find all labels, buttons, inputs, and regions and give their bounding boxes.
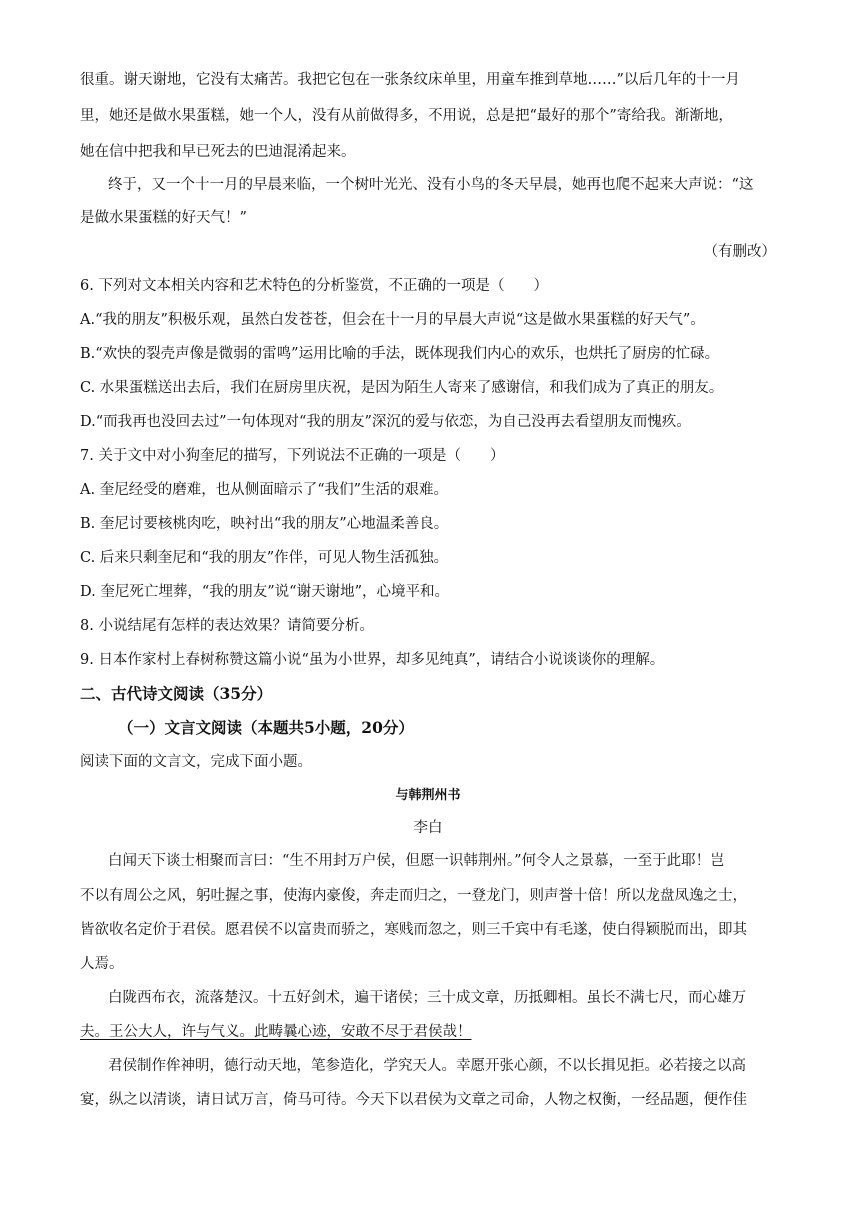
- classical-text-line: 君侯制作侔神明，德行动天地，笔参造化，学究天人。幸愿开张心颜，不以长揖见拒。必若接之以高: [108, 1058, 746, 1074]
- classical-text-line: 宴，纵之以清谈，请日试万言，倚马可待。今天下以君侯为文章之司命，人物之权衡，一经品题，便作佳: [80, 1092, 747, 1108]
- passage-line: 她在信中把我和早已死去的巴迪混淆起来。: [80, 144, 356, 160]
- question-7-option-d: D. 奎尼死亡埋葬，“我的朋友”说“谢天谢地”，心境平和。: [80, 584, 449, 600]
- reading-instruction: 阅读下面的文言文，完成下面小题。: [80, 754, 312, 770]
- question-7-option-a: A. 奎尼经受的磨难，也从侧面暗示了“我们”生活的艰难。: [80, 482, 449, 498]
- classical-text-line: 白陇西布衣，流落楚汉。十五好剑术，遍干诸侯；三十成文章，历抵卿相。虽长不满七尺，而心雄万: [108, 990, 746, 1006]
- classical-text-line: 白闻天下谈士相聚而言曰：“生不用封万户侯，但愿一识韩荆州。”何令人之景慕，一至于此耶！岂: [108, 853, 725, 869]
- question-7-stem: 7. 关于文中对小狗奎尼的描写，下列说法不正确的一项是（ ）: [80, 448, 505, 464]
- question-7-option-c: C. 后来只剩奎尼和“我的朋友”作伴，可见人物生活孤独。: [80, 550, 449, 566]
- question-6-stem: 6. 下列对文本相关内容和艺术特色的分析鉴赏，不正确的一项是（ ）: [80, 278, 548, 294]
- question-7-option-b: B. 奎尼讨要核桃肉吃，映衬出“我的朋友”心地温柔善良。: [80, 516, 449, 532]
- source-note: （有删改）: [703, 244, 776, 260]
- classical-text-line: 不以有周公之风，躬吐握之事，使海内豪俊，奔走而归之，一登龙门，则声誉十倍！所以龙盘凤逸之士，: [80, 888, 747, 904]
- question-6-option-a: A.“我的朋友”积极乐观，虽然白发苍苍，但会在十一月的早晨大声说“这是做水果蛋糕的好天气”。: [80, 312, 705, 328]
- classical-text-line: 人焉。: [80, 956, 124, 972]
- underlined-sentence: 夫。王公大人，许与气义。此畴曩心迹，安敢不尽于君侯哉！: [80, 1024, 472, 1040]
- classical-text-line: [80, 1022, 776, 1042]
- text-title: 与韩荆州书: [395, 788, 461, 803]
- question-9: 9. 日本作家村上春树称赞这篇小说“虽为小世界，却多见纯真”，请结合小说谈谈你的理解。: [80, 652, 665, 668]
- passage-line: 很重。谢天谢地，它没有太痛苦。我把它包在一张条纹床单里，用童车推到草地……”以后几年的十一月: [80, 72, 740, 88]
- subsection-heading: （一）文言文阅读（本题共5小题，20分）: [118, 718, 414, 737]
- question-6-option-b: B.“欢快的裂壳声像是微弱的雷鸣”运用比喻的手法，既体现我们内心的欢乐，也烘托了厨房的忙碌。: [80, 346, 720, 362]
- passage-line: 里，她还是做水果蛋糕，她一个人，没有从前做得多，不用说，总是把“最好的那个”寄给我。渐渐地，: [80, 108, 733, 124]
- question-8: 8. 小说结尾有怎样的表达效果？请简要分析。: [80, 618, 374, 634]
- question-6-option-d: D.“而我再也没回去过”一句体现对“我的朋友”深沉的爱与依恋，为自己没再去看望朋友而愧疚。: [80, 414, 691, 430]
- passage-line: 是做水果蛋糕的好天气！”: [80, 210, 247, 226]
- section-heading: 二、古代诗文阅读（35分）: [80, 684, 273, 703]
- classical-text-line: 皆欲收名定价于君侯。愿君侯不以富贵而骄之，寒贱而忽之，则三千宾中有毛遂，使白得颖脱而出，即其: [80, 922, 747, 938]
- passage-line: 终于，又一个十一月的早晨来临，一个树叶光光、没有小鸟的冬天早晨，她再也爬不起来大声说：“这: [108, 177, 754, 193]
- text-author: 李白: [413, 820, 443, 836]
- question-6-option-c: C. 水果蛋糕送出去后，我们在厨房里庆祝，是因为陌生人寄来了感谢信，和我们成为了真正的朋友。: [80, 380, 724, 396]
